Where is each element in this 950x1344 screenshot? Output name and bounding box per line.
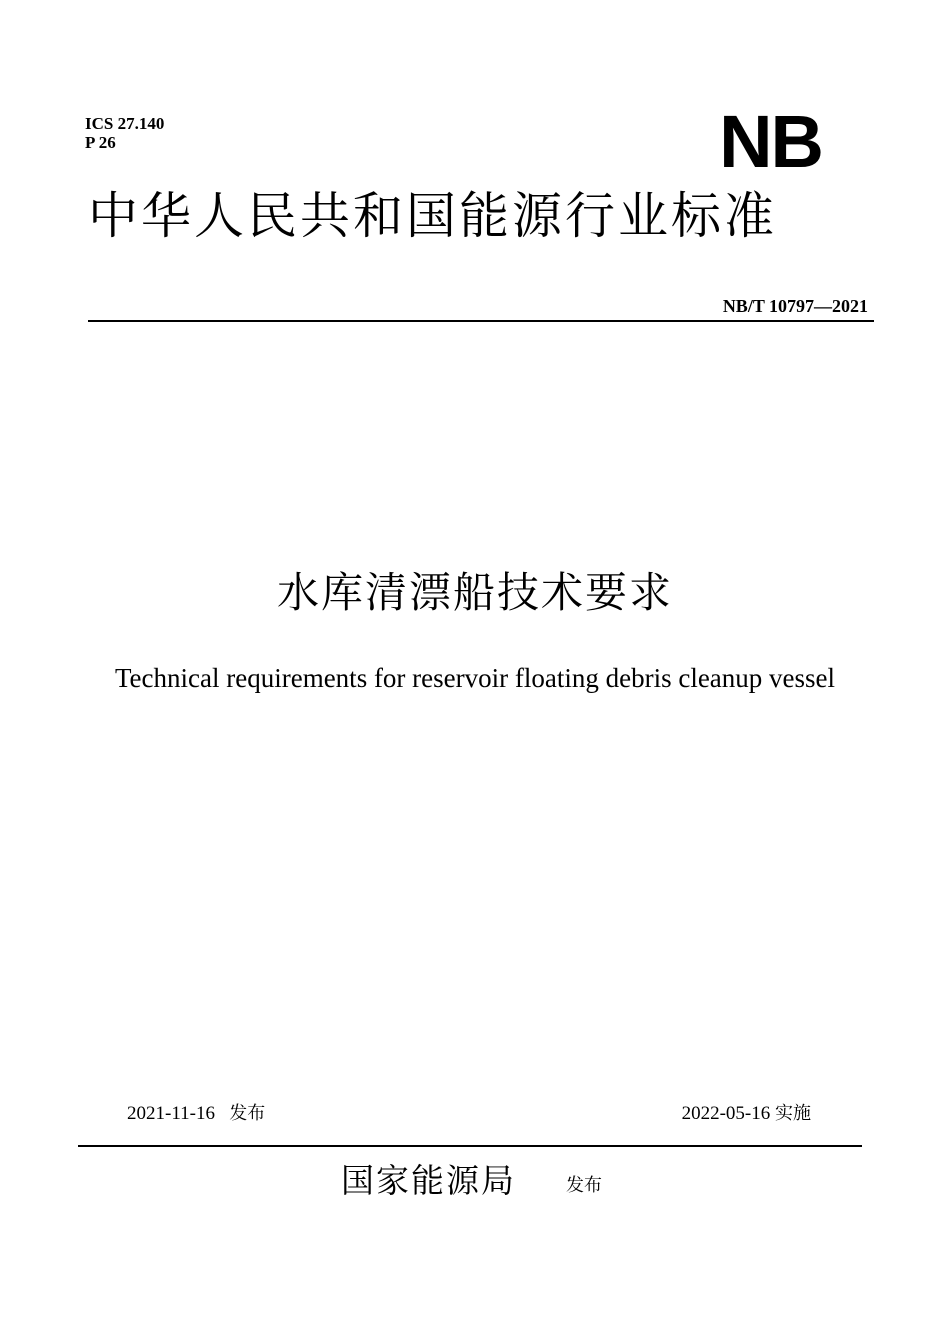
issuer-action: 发布 — [566, 1175, 602, 1196]
implement-date-line — [682, 1102, 811, 1126]
classification-codes — [85, 114, 164, 152]
implement-date: 2022-05-16 — [681, 1103, 771, 1124]
standard-code: NB/T 10797—2021 — [722, 296, 868, 316]
nb-logo: NB — [719, 100, 822, 183]
publish-date-line — [127, 1102, 265, 1126]
publish-date: 2021-11-16 — [127, 1103, 215, 1124]
implement-label: 实施 — [775, 1103, 811, 1124]
document-title-english: Technical requirements for reservoir floating debris cleanup vessel — [114, 663, 836, 693]
ccs-code: P 26 — [85, 133, 116, 152]
top-divider — [88, 320, 874, 322]
publish-label: 发布 — [229, 1103, 266, 1124]
ics-code: ICS 27.140 — [85, 114, 165, 133]
document-title-chinese: 水库清漂船技术要求 — [276, 568, 673, 617]
issuer-name: 国家能源局 — [341, 1161, 516, 1200]
standard-category-title: 中华人民共和国能源行业标准 — [88, 187, 777, 245]
bottom-divider — [78, 1145, 862, 1147]
